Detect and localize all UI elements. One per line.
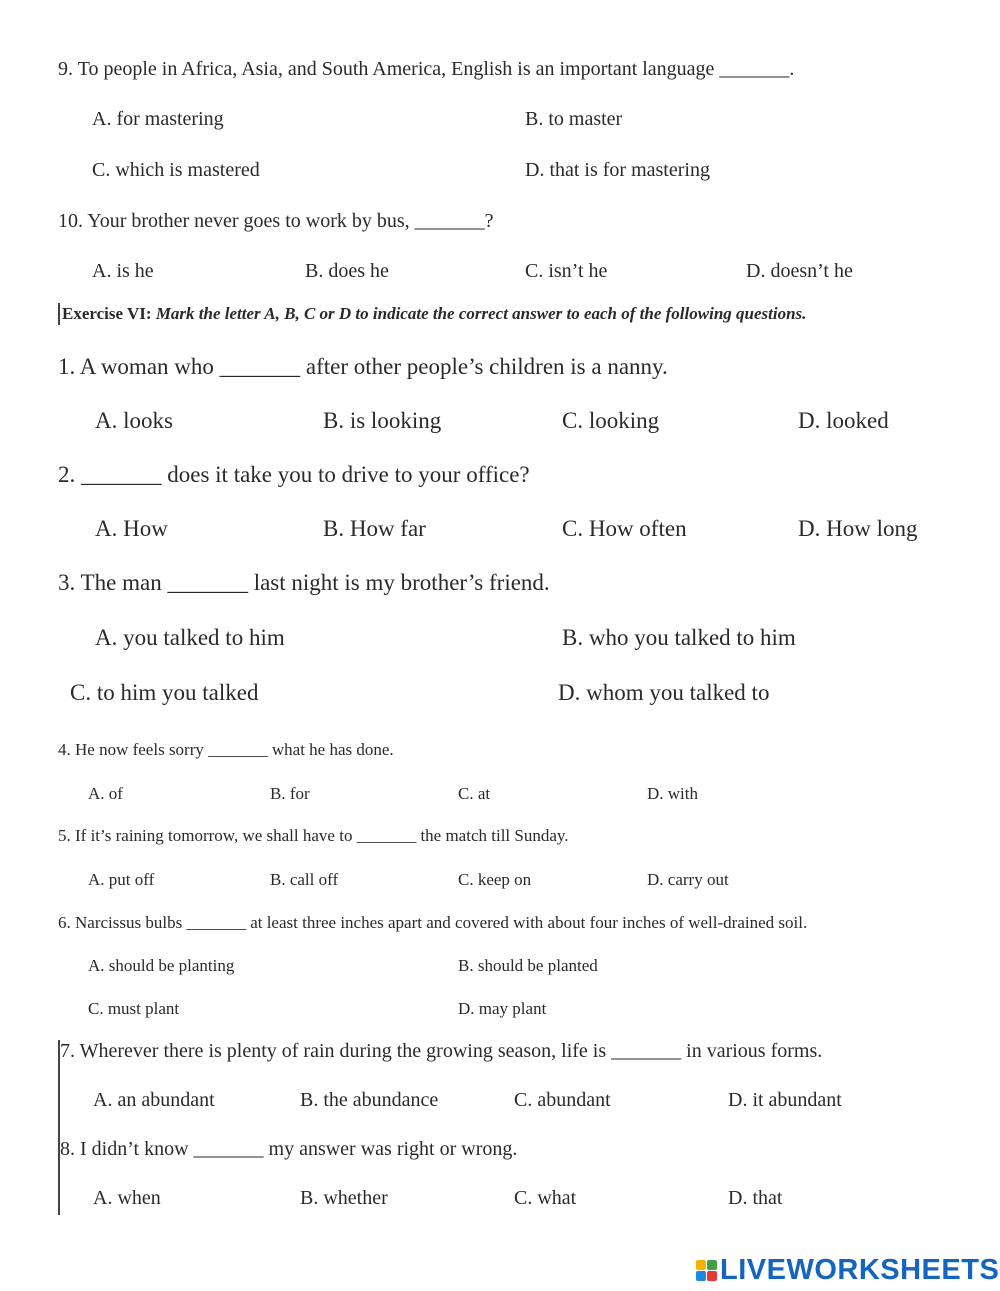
liveworksheets-brand: LIVEWORKSHEETS: [720, 1254, 1000, 1286]
exercise-question-2-text: 2. _______ does it take you to drive to your office?: [58, 462, 530, 487]
e6-option-b[interactable]: B. should be planted: [458, 956, 598, 975]
logo-square-4: [707, 1271, 717, 1281]
margin-bar: [58, 1040, 60, 1215]
q9-option-d[interactable]: D. that is for mastering: [525, 159, 710, 181]
question-10-text: 10. Your brother never goes to work by bus, _______?: [58, 210, 494, 232]
exercise-question-3-text: 3. The man _______ last night is my brother’s friend.: [58, 570, 550, 595]
e6-option-a[interactable]: A. should be planting: [88, 956, 235, 975]
e2-option-b[interactable]: B. How far: [323, 516, 426, 541]
e3-option-a[interactable]: A. you talked to him: [95, 625, 285, 650]
e8-option-a[interactable]: A. when: [93, 1187, 161, 1209]
exercise-question-7-text: 7. Wherever there is plenty of rain during the growing season, life is _______ in various forms.: [60, 1040, 823, 1062]
q10-option-c[interactable]: C. isn’t he: [525, 260, 608, 282]
e2-option-d[interactable]: D. How long: [798, 516, 918, 541]
e1-option-c[interactable]: C. looking: [562, 408, 660, 433]
e8-option-b[interactable]: B. whether: [300, 1187, 388, 1209]
e4-option-d[interactable]: D. with: [647, 784, 698, 803]
exercise-label: Exercise VI:: [62, 304, 152, 323]
e7-option-b[interactable]: B. the abundance: [300, 1089, 439, 1111]
liveworksheets-logo: [696, 1254, 999, 1287]
exercise-heading: [62, 304, 806, 324]
e4-option-c[interactable]: C. at: [458, 784, 491, 803]
exercise-question-8-text: 8. I didn’t know _______ my answer was right or wrong.: [60, 1138, 518, 1160]
e8-option-d[interactable]: D. that: [728, 1187, 783, 1209]
exercise-question-6-text: 6. Narcissus bulbs _______ at least three inches apart and covered with about four inches of well-drained soil.: [58, 913, 808, 932]
e6-option-c[interactable]: C. must plant: [88, 999, 180, 1018]
q9-option-a[interactable]: A. for mastering: [92, 108, 224, 130]
e3-option-d[interactable]: D. whom you talked to: [558, 680, 770, 705]
exercise-question-4-text: 4. He now feels sorry _______ what he has done.: [58, 740, 394, 759]
e5-option-c[interactable]: C. keep on: [458, 870, 532, 889]
e2-option-c[interactable]: C. How often: [562, 516, 687, 541]
logo-square-3: [696, 1271, 706, 1281]
e8-option-c[interactable]: C. what: [514, 1187, 577, 1209]
q10-option-d[interactable]: D. doesn’t he: [746, 260, 853, 282]
q10-option-b[interactable]: B. does he: [305, 260, 389, 282]
liveworksheets-logo-icon: [696, 1260, 717, 1281]
exercise-instruction: Mark the letter A, B, C or D to indicate the correct answer to each of the following questions.: [155, 304, 807, 323]
q9-option-c[interactable]: C. which is mastered: [92, 159, 260, 181]
question-9-text: 9. To people in Africa, Asia, and South America, English is an important language _______.: [58, 58, 795, 80]
e3-option-c[interactable]: C. to him you talked: [70, 680, 259, 705]
e5-option-d[interactable]: D. carry out: [647, 870, 729, 889]
exercise-margin-bar: [58, 303, 60, 325]
e5-option-b[interactable]: B. call off: [270, 870, 339, 889]
logo-square-2: [707, 1260, 717, 1270]
e4-option-a[interactable]: A. of: [88, 784, 123, 803]
e6-option-d[interactable]: D. may plant: [458, 999, 547, 1018]
logo-square-1: [696, 1260, 706, 1270]
e5-option-a[interactable]: A. put off: [88, 870, 155, 889]
e7-option-d[interactable]: D. it abundant: [728, 1089, 842, 1111]
q9-option-b[interactable]: B. to master: [525, 108, 623, 130]
e3-option-b[interactable]: B. who you talked to him: [562, 625, 796, 650]
e2-option-a[interactable]: A. How: [95, 516, 168, 541]
exercise-question-5-text: 5. If it’s raining tomorrow, we shall have to _______ the match till Sunday.: [58, 826, 569, 845]
e1-option-d[interactable]: D. looked: [798, 408, 889, 433]
e1-option-a[interactable]: A. looks: [95, 408, 173, 433]
e7-option-a[interactable]: A. an abundant: [93, 1089, 215, 1111]
q10-option-a[interactable]: A. is he: [92, 260, 154, 282]
e4-option-b[interactable]: B. for: [270, 784, 310, 803]
e1-option-b[interactable]: B. is looking: [323, 408, 442, 433]
exercise-question-1-text: 1. A woman who _______ after other people’s children is a nanny.: [58, 354, 668, 379]
e7-option-c[interactable]: C. abundant: [514, 1089, 611, 1111]
